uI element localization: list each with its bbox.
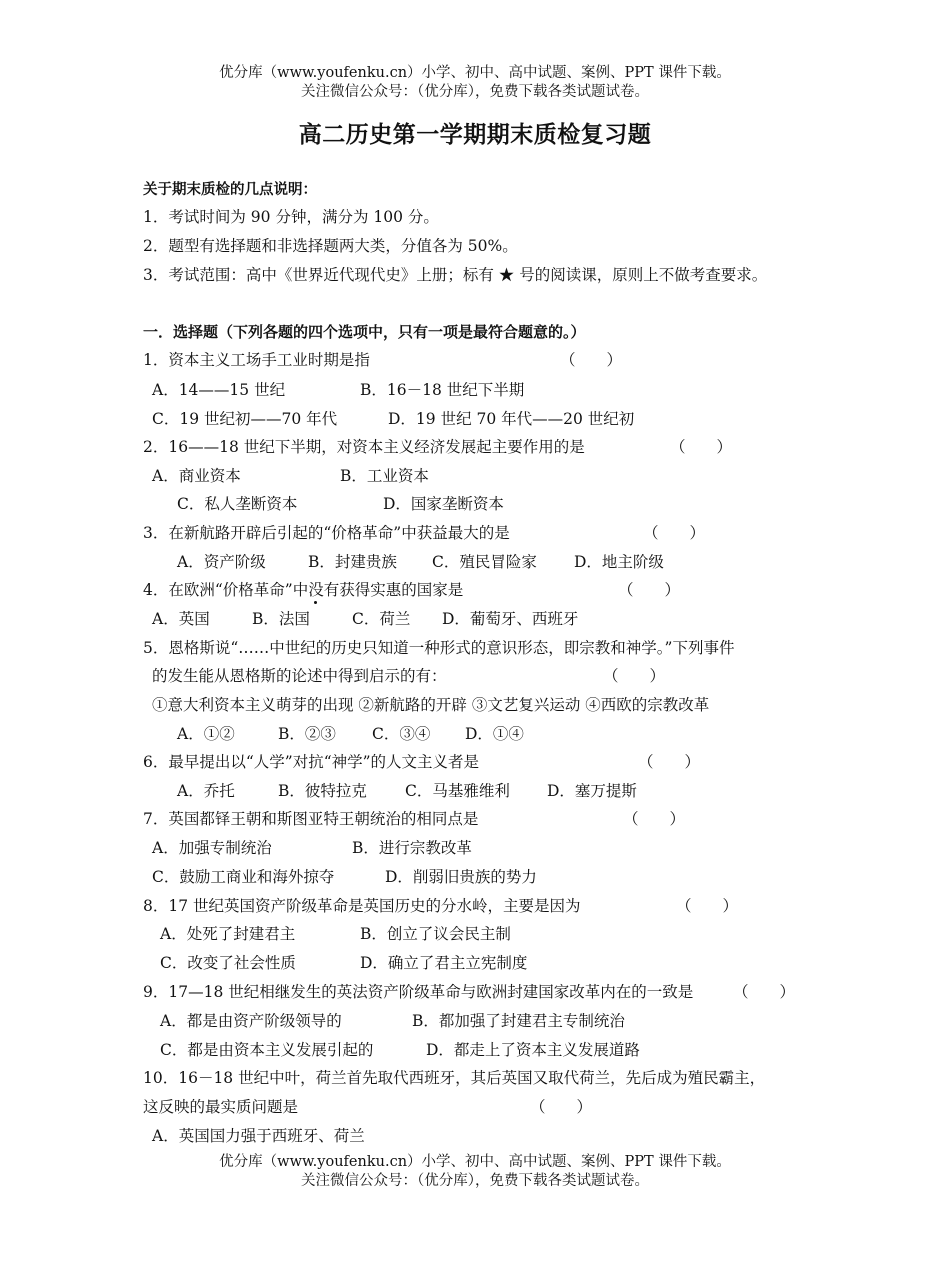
question-4-option-a: A．英国 [152, 610, 210, 628]
question-1-option-a: A．14——15 世纪 [152, 381, 286, 399]
answer-paren: （ ） [530, 1098, 593, 1116]
question-7-option-b: B．进行宗教改革 [352, 839, 472, 857]
question-2-option-c: C．私人垄断资本 [177, 495, 298, 513]
page-header [0, 64, 950, 102]
question-3-option-b: B．封建贵族 [308, 553, 397, 571]
question-4-option-b: B．法国 [252, 610, 310, 628]
note-3: 3．考试范围：高中《世界近代现代史》上册；标有 ★ 号的阅读课，原则上不做考查要求。 [143, 266, 768, 284]
emphasis-dot-char: 没 [308, 581, 324, 599]
question-10-stem-cont: 这反映的最实质问题是 [143, 1098, 299, 1116]
question-1-option-b: B．16－18 世纪下半期 [360, 381, 525, 399]
header-line-1: 优分库（www.youfenku.cn）小学、初中、高中试题、案例、PPT 课件下载。 [219, 65, 731, 81]
question-8-option-b: B．创立了议会民主制 [360, 925, 511, 943]
question-2-option-d: D．国家垄断资本 [383, 495, 504, 513]
question-1-option-c: C．19 世纪初——70 年代 [152, 410, 338, 428]
question-6-option-d: D．塞万提斯 [547, 782, 637, 800]
note-2: 2．题型有选择题和非选择题两大类，分值各为 50%。 [143, 237, 518, 255]
question-2-option-b: B．工业资本 [340, 467, 429, 485]
question-6-option-a: A．乔托 [177, 782, 235, 800]
question-10-option-a: A．英国国力强于西班牙、荷兰 [152, 1127, 365, 1145]
question-8-option-d: D．确立了君主立宪制度 [360, 954, 528, 972]
answer-paren: （ ） [560, 351, 623, 369]
question-5-items: ①意大利资本主义萌芽的出现 ②新航路的开辟 ③文艺复兴运动 ④西欧的宗教改革 [152, 696, 710, 714]
question-9-option-b: B．都加强了封建君主专制统治 [412, 1012, 625, 1030]
question-5-stem-cont: 的发生能从恩格斯的论述中得到启示的有： [152, 667, 447, 685]
question-3-option-d: D．地主阶级 [574, 553, 664, 571]
question-9-option-d: D．都走上了资本主义发展道路 [426, 1041, 640, 1059]
answer-paren: （ ） [643, 524, 706, 542]
question-4-option-c: C．荷兰 [352, 610, 411, 628]
note-1: 1．考试时间为 90 分钟，满分为 100 分。 [143, 208, 439, 226]
answer-paren: （ ） [638, 753, 701, 771]
question-7-stem: 7．英国都铎王朝和斯图亚特王朝统治的相同点是 [143, 810, 479, 828]
question-3-option-c: C．殖民冒险家 [432, 553, 537, 571]
section-heading: 一．选择题（下列各题的四个选项中，只有一项是最符合题意的。） [143, 323, 586, 341]
question-2-option-a: A．商业资本 [152, 467, 241, 485]
question-9-stem: 9．17—18 世纪相继发生的英法资产阶级革命与欧洲封建国家改革内在的一致是 [143, 983, 694, 1001]
answer-paren: （ ） [670, 438, 733, 456]
question-6-option-b: B．彼特拉克 [278, 782, 367, 800]
question-1-stem: 1．资本主义工场手工业时期是指 [143, 351, 370, 369]
question-8-stem: 8．17 世纪英国资产阶级革命是英国历史的分水岭，主要是因为 [143, 897, 581, 915]
answer-paren: （ ） [676, 897, 739, 915]
question-7-option-a: A．加强专制统治 [152, 839, 272, 857]
question-4-option-d: D．葡萄牙、西班牙 [442, 610, 579, 628]
question-6-option-c: C．马基雅维利 [405, 782, 510, 800]
question-4-stem: 4．在欧洲“价格革命”中没有获得实惠的国家是 [143, 581, 464, 599]
question-3-stem: 3．在新航路开辟后引起的“价格革命”中获益最大的是 [143, 524, 510, 542]
question-5-option-d: D．①④ [465, 725, 524, 743]
footer-line-1: 优分库（www.youfenku.cn）小学、初中、高中试题、案例、PPT 课件下载。 [219, 1154, 731, 1170]
question-10-stem: 10．16－18 世纪中叶，荷兰首先取代西班牙，其后英国又取代荷兰，先后成为殖民霸主， [143, 1069, 766, 1087]
question-7-option-c: C．鼓励工商业和海外掠夺 [152, 868, 335, 886]
page-footer [0, 1153, 950, 1191]
answer-paren: （ ） [623, 810, 686, 828]
question-3-option-a: A．资产阶级 [177, 553, 266, 571]
answer-paren: （ ） [603, 667, 666, 685]
question-2-stem: 2．16——18 世纪下半期，对资本主义经济发展起主要作用的是 [143, 438, 585, 456]
question-5-stem: 5．恩格斯说“……中世纪的历史只知道一种形式的意识形态，即宗教和神学。”下列事件 [143, 639, 735, 657]
question-9-option-c: C．都是由资本主义发展引起的 [160, 1041, 374, 1059]
question-1-option-d: D．19 世纪 70 年代——20 世纪初 [388, 410, 635, 428]
notes-heading: 关于期末质检的几点说明： [143, 181, 317, 198]
question-9-option-a: A．都是由资产阶级领导的 [160, 1012, 342, 1030]
page-title: 高二历史第一学期期末质检复习题 [298, 122, 652, 148]
answer-paren: （ ） [618, 581, 681, 599]
footer-line-2: 关注微信公众号：（优分库），免费下载各类试题试卷。 [301, 1173, 649, 1189]
question-8-option-a: A．处死了封建君主 [160, 925, 296, 943]
question-8-option-c: C．改变了社会性质 [160, 954, 296, 972]
answer-paren: （ ） [733, 983, 796, 1001]
question-5-option-b: B．②③ [278, 725, 336, 743]
question-7-option-d: D．削弱旧贵族的势力 [385, 868, 537, 886]
question-5-option-a: A．①② [177, 725, 235, 743]
question-6-stem: 6．最早提出以“人学”对抗“神学”的人文主义者是 [143, 753, 480, 771]
header-line-2: 关注微信公众号：（优分库），免费下载各类试题试卷。 [301, 84, 649, 100]
question-5-option-c: C．③④ [372, 725, 431, 743]
